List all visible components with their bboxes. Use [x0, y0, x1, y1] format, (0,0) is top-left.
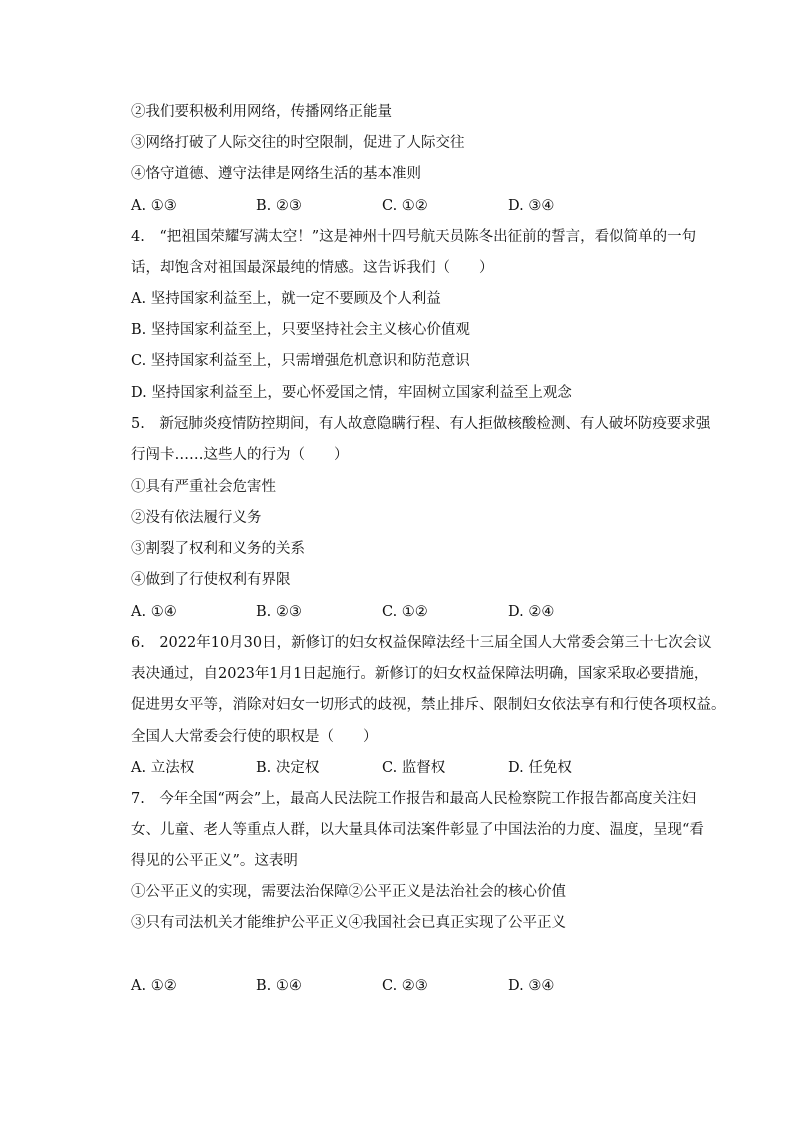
q3-option-b: B. ②③: [256, 198, 302, 214]
q6-options: [131, 758, 691, 778]
q3-option-a: A. ①③: [131, 198, 177, 214]
q7-item-line-2: ③只有司法机关才能维护公平正义④我国社会已真正实现了公平正义: [131, 915, 566, 931]
q7-option-a: A. ①②: [131, 978, 177, 994]
q4-option-d: D. 坚持国家利益至上，要心怀爱国之情，牢固树立国家利益至上观念: [131, 385, 572, 401]
q3-option-c: C. ①②: [382, 198, 428, 214]
q6-stem-line-3: 促进男女平等，消除对妇女一切形式的歧视，禁止排斥、限制妇女依法享有和行使各项权益。: [131, 697, 726, 713]
q4-option-b: B. 坚持国家利益至上，只要坚持社会主义核心价值观: [131, 322, 470, 338]
q3-option-d: D. ③④: [508, 198, 555, 214]
q4-option-c: C. 坚持国家利益至上，只需增强危机意识和防范意识: [131, 353, 470, 369]
q7-options: [131, 976, 691, 996]
q7-option-b: B. ①④: [256, 978, 302, 994]
q5-stem-line-2: 行闯卡……这些人的行为（ ）: [131, 447, 349, 463]
q7-stem-line-2: 女、儿童、老人等重点人群，以大量具体司法案件彰显了中国法治的力度、温度，呈现“看: [131, 822, 704, 838]
q5-item-1: ①具有严重社会危害性: [131, 479, 276, 495]
q5-options: [131, 602, 691, 622]
q6-option-b: B. 决定权: [256, 760, 320, 776]
q5-item-4: ④做到了行使权利有界限: [131, 572, 291, 588]
q7-option-c: C. ②③: [382, 978, 428, 994]
q4-stem-line-1: 4. “把祖国荣耀写满太空！”这是神州十四号航天员陈冬出征前的誓言，看似简单的一句: [131, 229, 697, 245]
q6-stem-line-2: 表决通过，自2023年1月1日起施行。新修订的妇女权益保障法明确，国家采取必要措施，: [131, 666, 709, 682]
q6-option-a: A. 立法权: [131, 760, 195, 776]
q4-option-a: A. 坚持国家利益至上，就一定不要顾及个人利益: [131, 291, 441, 307]
q5-option-d: D. ②④: [508, 604, 555, 620]
q3-item-3: ③网络打破了人际交往的时空限制，促进了人际交往: [131, 135, 465, 151]
q7-item-line-1: ①公平正义的实现，需要法治保障②公平正义是法治社会的核心价值: [131, 884, 566, 900]
q5-option-c: C. ①②: [382, 604, 428, 620]
q6-option-d: D. 任免权: [508, 760, 572, 776]
q3-options: [131, 196, 691, 216]
q7-stem-line-3: 得见的公平正义”。这表明: [131, 853, 298, 869]
q6-option-c: C. 监督权: [382, 760, 446, 776]
q4-stem-line-2: 话，却饱含对祖国最深最纯的情感。这告诉我们（ ）: [131, 260, 494, 276]
q5-option-b: B. ②③: [256, 604, 302, 620]
q5-item-3: ③割裂了权利和义务的关系: [131, 541, 305, 557]
q6-stem-line-4: 全国人大常委会行使的职权是（ ）: [131, 729, 378, 745]
q5-item-2: ②没有依法履行义务: [131, 510, 262, 526]
q6-stem-line-1: 6. 2022年10月30日，新修订的妇女权益保障法经十三届全国人大常委会第三十七次会议: [131, 635, 712, 651]
q5-stem-line-1: 5. 新冠肺炎疫情防控期间，有人故意隐瞒行程、有人拒做核酸检测、有人破坏防疫要求强: [131, 416, 711, 432]
q5-option-a: A. ①④: [131, 604, 177, 620]
q3-item-2: ②我们要积极利用网络，传播网络正能量: [131, 104, 392, 120]
q7-option-d: D. ③④: [508, 978, 555, 994]
q7-stem-line-1: 7. 今年全国“两会”上，最高人民法院工作报告和最高人民检察院工作报告都高度关注妇: [131, 791, 697, 807]
q3-item-4: ④恪守道德、遵守法律是网络生活的基本准则: [131, 166, 421, 182]
